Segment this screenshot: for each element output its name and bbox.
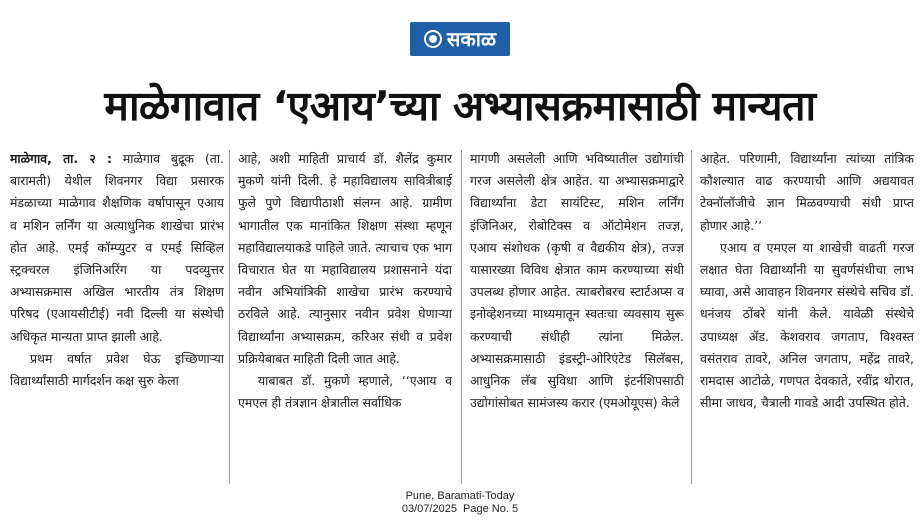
- article-body: [0, 148, 920, 488]
- date-page-label: 03/07/2025 Page No. 5: [401, 503, 519, 515]
- article-column-2: [238, 148, 452, 486]
- dateline: माळेगाव, ता. २ :: [10, 151, 112, 166]
- article-column-4: [700, 148, 914, 486]
- headline: माळेगावात ‘एआय’च्या अभ्यासक्रमासाठी मान्यता: [104, 82, 816, 130]
- sakal-emblem-icon: [424, 30, 442, 48]
- article-column-3: [470, 148, 684, 486]
- article-column-1: [10, 148, 224, 486]
- article-paragraph: एआय व एमएल या शाखेची वाढती गरज लक्षात घेता विद्यार्थ्यांनी या सुवर्णसंधीचा लाभ घ्यावा, असे आवाहन शिवनगर संस्थेचे सचिव डॉ. धनंजय ठोंबरे यांनी केले. यावेळी संस्थेचे उपाध्यक्ष ॲड. केशवराव जगताप, विश्वस्त वसंतराव तावरे, अनिल जगताप, महेंद्र तावरे, रामदास आटोळे, गणपत देवकाते, रवींद्र थोरात, सीमा जाधव, चैत्राली गावडे आदी उपस्थित होते.: [700, 239, 914, 411]
- masthead-brand: सकाळ: [446, 27, 497, 51]
- edition-label: Pune, Baramati-Today: [405, 490, 515, 502]
- masthead-logo: [410, 22, 510, 56]
- article-paragraph: प्रथम वर्षात प्रवेश घेऊ इच्छिणाऱ्या विद्यार्थ्यांसाठी मार्गदर्शन कक्ष सुरु केला: [10, 350, 224, 389]
- article-paragraph: मागणी असलेली आणि भविष्यातील उद्योगांची गरज असलेली क्षेत्र आहेत. या अभ्यासक्रमाद्वारे विद्यार्थ्यांना डेटा सायंटिस्ट, मशिन लर्निंग इंजिनिअर, रोबोटिक्स व ऑटोमेशन तज्ज्ञ, एआय संशोधक (कृषी व वैद्यकीय क्षेत्र), तज्ज्ञ यासारख्या विविध क्षेत्रात काम करण्याच्या संधी उपलब्ध होणार आहेत. त्याबरोबरच स्टार्टअप्स व इनोव्हेशनच्या माध्यमातून स्वतःचा व्यवसाय सुरू करण्याची संधीही त्यांना मिळेल. अभ्यासक्रमासाठी इंडस्ट्री-ओरिएंटेड सिलॅबस, आधुनिक लॅब सुविधा आणि इंटर्नशिपसाठी उद्योगांसोबत सामंजस्य करार (एमओयूएस) केले: [470, 151, 684, 411]
- page-footer: [0, 490, 920, 516]
- article-paragraph: [10, 148, 224, 348]
- article-paragraph: आहे, अशी माहिती प्राचार्य डॉ. शैलेंद्र कुमार मुकणे यांनी दिली. हे महाविद्यालय सावित्रीबाई फुले पुणे विद्यापीठाशी संलग्न आहे. ग्रामीण भागातील एक मानांकित शिक्षण संस्था म्हणून महाविद्यालयाकडे पाहिले जाते. त्याचाच एक भाग विचारात घेत या महाविद्यालय प्रशासनाने यंदा नवीन अभियांत्रिकी शाखेचा प्रारंभ करण्याचे ठरविले आहे. त्यानुसार नवीन प्रवेश घेणाऱ्या विद्यार्थ्यांना अभ्यासक्रम, करिअर संधी व प्रवेश प्रक्रियेबाबत माहिती दिली जात आहे.: [238, 151, 452, 366]
- article-paragraph: याबाबत डॉ. मुकणे म्हणाले, ‘‘एआय व एमएल ही तंत्रज्ञान क्षेत्रातील सर्वाधिक: [238, 373, 452, 411]
- article-paragraph: आहेत. परिणामी, विद्यार्थ्यांना त्यांच्या तांत्रिक कौशल्यात वाढ करण्याची आणि अद्ययावत टेक्नॉलॉजीचे ज्ञान मिळवण्याची संधी प्राप्त होणार आहे.’’: [700, 151, 914, 233]
- paragraph-text: माळेगाव बुद्रूक (ता. बारामती) येथील शिवनगर विद्या प्रसारक मंडळाच्या माळेगाव शैक्षणिक वर्षापासून एआय व मशिन लर्निंग या अत्याधुनिक शाखेचा प्रारंभ होत आहे. एमई कॉम्प्युटर व एमई सिव्हिल स्ट्रक्चरल इंजिनिअरिंग या पदव्युत्तर अभ्यासक्रमास अखिल भारतीय तंत्र शिक्षण परिषद (एआयसीटीई) नवी दिल्ली या संस्थेची अधिकृत मान्यता प्राप्त झाली आहे.: [10, 151, 224, 344]
